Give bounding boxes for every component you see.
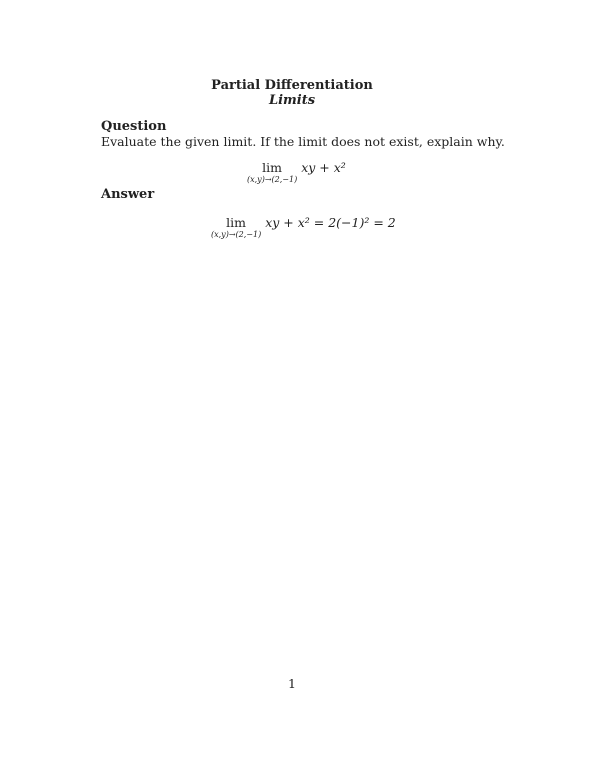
page-title: Partial Differentiation bbox=[211, 78, 373, 93]
limit-subscript: (x,y)→(2,−1) bbox=[247, 175, 298, 184]
answer-equation bbox=[211, 216, 396, 240]
question-equation bbox=[247, 161, 346, 185]
question-text: Evaluate the given limit. If the limit does not exist, explain why. bbox=[101, 134, 505, 149]
limit-word: lim bbox=[226, 215, 247, 230]
answer-heading: Answer bbox=[101, 187, 155, 202]
page-subtitle: Limits bbox=[268, 93, 316, 108]
title-block bbox=[0, 78, 584, 108]
limit-subscript: (x,y)→(2,−1) bbox=[211, 230, 262, 239]
question-heading: Question bbox=[101, 119, 167, 134]
limit-expression: xy + x² bbox=[301, 160, 346, 175]
answer-expression: xy + x² = 2(−1)² = 2 bbox=[265, 215, 396, 230]
limit-operator bbox=[247, 161, 297, 185]
page-number: 1 bbox=[288, 676, 296, 691]
limit-word: lim bbox=[262, 160, 283, 175]
limit-operator bbox=[211, 216, 261, 240]
